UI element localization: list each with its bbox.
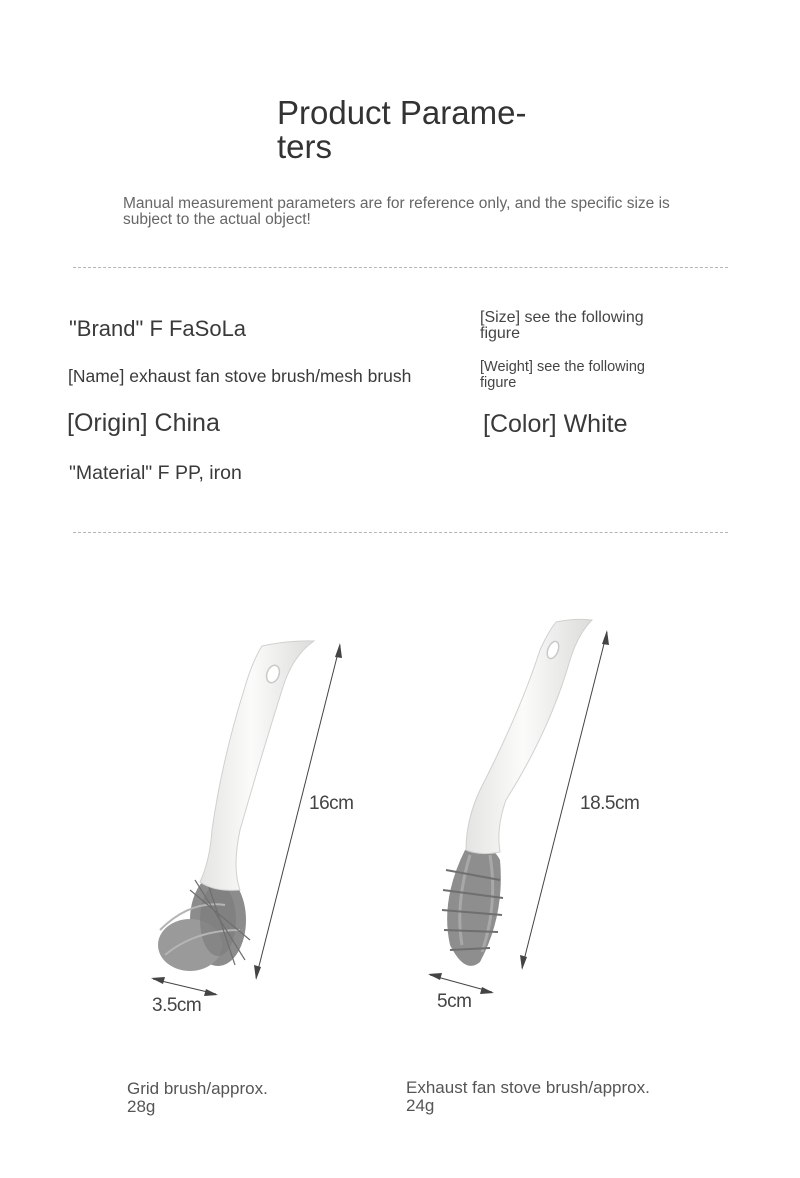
param-name: [Name] exhaust fan stove brush/mesh brush [68,366,412,386]
param-brand: "Brand" F FaSoLa [69,316,247,341]
param-material: "Material" F PP, iron [69,462,242,484]
page-title-text: Product Parame- ters [277,94,527,165]
param-weight: [Weight] see the following figure [480,359,645,391]
grid-brush-handle-icon [200,641,314,890]
grid-brush-length-label: 16cm [309,793,354,814]
stove-brush-width-label: 5cm [437,991,472,1012]
reference-note: Manual measurement parameters are for reference only, and the specific size is subject to the actual object! [123,195,670,228]
param-color: [Color] White [483,410,628,438]
param-origin: [Origin] China [67,409,220,437]
stove-brush-caption: Exhaust fan stove brush/approx. 24g [406,1078,650,1115]
grid-brush-caption: Grid brush/approx. 28g [127,1079,268,1116]
stove-brush-length-label: 18.5cm [580,793,640,814]
grid-brush-image [151,641,342,996]
grid-brush-width-label: 3.5cm [152,995,202,1016]
param-size: [Size] see the following figure [480,309,644,342]
stove-brush-handle-icon [466,619,592,853]
stove-brush-bristles-icon [442,847,503,966]
